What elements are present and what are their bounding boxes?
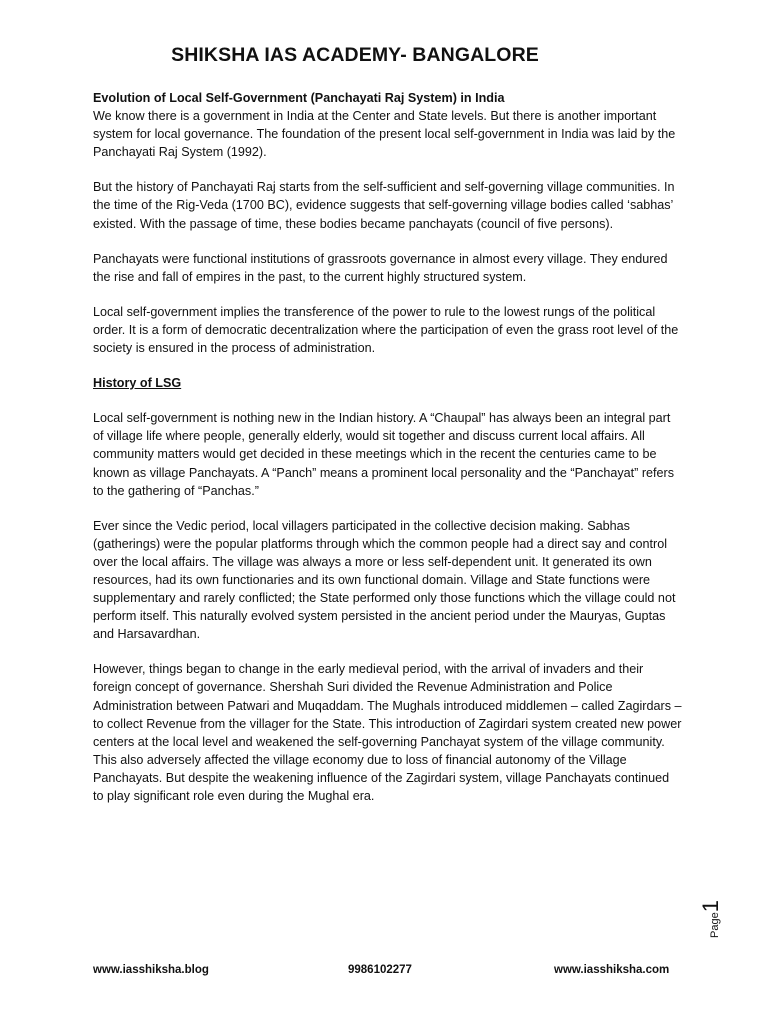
footer-blog-link[interactable]: www.iasshiksha.blog xyxy=(93,964,209,976)
paragraph: We know there is a government in India at the Center and State levels. But there is another important system for local governance. The foundation of the present local self-government in India was laid by the Panchayati Raj System (1992). xyxy=(93,109,676,160)
paragraph: However, things began to change in the early medieval period, with the arrival of invaders and their foreign concept of governance. Shershah Suri divided the Revenue Administration and Police Administration between Patwari and Muqaddam. The Mughals introduced middlemen – called Zagirdars – to collect Revenue from the villager for the State. This introduction of Zagirdari system created new power centers at the local level and weakened the self-governing Panchayat system of the village community. This also adversely affected the village economy due to loss of financial autonomy of the Village Panchayats. But despite the weakening influence of the Zagirdari system, village Panchayats continued to play significant role even during the Mughal era. xyxy=(93,662,682,803)
paragraph: Panchayats were functional institutions of grassroots governance in almost every village. They endured the rise and fall of empires in the past, to the current highly structured system. xyxy=(93,251,668,284)
page-number-marker xyxy=(698,890,738,938)
page-number: 1 xyxy=(698,900,723,913)
footer-website-link[interactable]: www.iasshiksha.com xyxy=(554,964,670,976)
document-body xyxy=(93,89,683,805)
paragraph: Local self-government implies the transference of the power to rule to the lowest rungs of the political order. It is a form of democratic decentralization where the participation of even the grass root level of the society is ensured in the process of administration. xyxy=(93,304,679,356)
paragraph: But the history of Panchayati Raj starts from the self-sufficient and self-governing village communities. In the time of the Rig-Veda (1700 BC), evidence suggests that self-governing village bodies called ‘sabhas’ existed. With the passage of time, these bodies became panchayats (council of five persons). xyxy=(93,180,675,231)
paragraph: Local self-government is nothing new in the Indian history. A “Chaupal” has always been an integral part of village life where people, generally elderly, would sit together and discuss current local affairs. All community matters would get decided in these meetings which in the recent the centuries came to be known as village Panchayats. A “Panch” means a prominent local personality and the “Panchayat” refers to the gathering of “Panchas.” xyxy=(93,411,675,498)
paragraph: Ever since the Vedic period, local villagers participated in the collective decision making. Sabhas (gatherings) were the popular platforms through which the common people had a direct say and control over the local affairs. The village was always a more or less self-dependent unit. It generated its own resources, had its own functionaries and its own functional domain. Village and State functions were supplementary and rarely conflicted; the State performed only those functions which the village could not perform itself. This naturally evolved system persisted in the ancient period under the Mauryas, Guptas and Harsavardhan. xyxy=(93,518,676,642)
footer-phone: 9986102277 xyxy=(348,964,412,976)
section-heading: History of LSG xyxy=(93,376,182,391)
page-title: SHIKSHA IAS ACADEMY- BANGALORE xyxy=(171,44,539,66)
page-label: Page xyxy=(709,912,721,938)
intro-heading: Evolution of Local Self-Government (Panchayati Raj System) in India xyxy=(93,91,505,105)
